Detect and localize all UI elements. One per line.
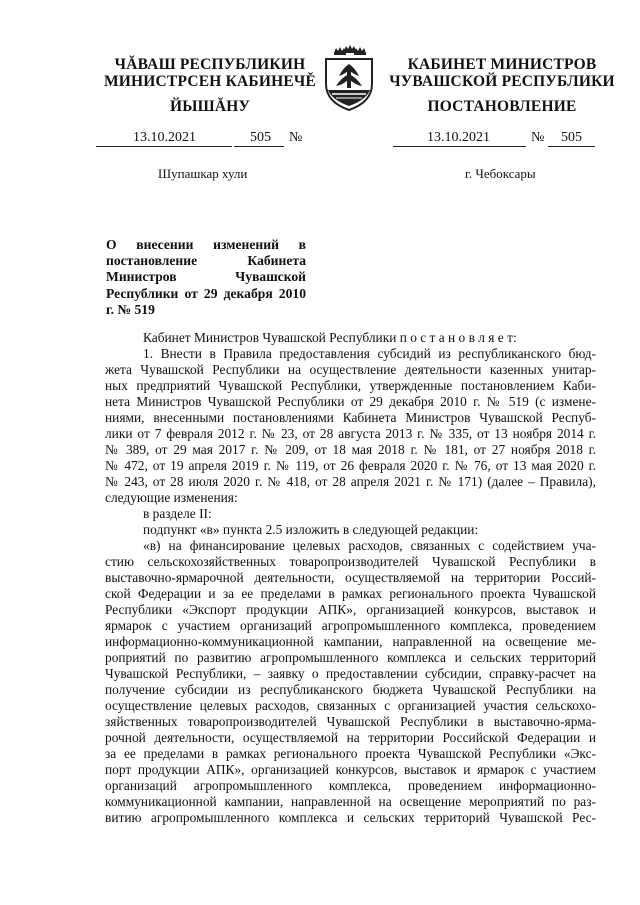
body-line: витию агропромышленного комплекса и сельских территорий Чувашской Рес- [105,810,596,825]
body-line: выставочно-ярмарочной деятельности, осуществляемой на территории Россий- [105,570,596,585]
left-number: 505 [250,130,271,145]
body-line: следующие изменения: [105,490,238,505]
right-header-line1: КАБИНЕТ МИНИСТРОВ [407,56,597,73]
right-date-underline [393,146,526,147]
body-line: зяйственных товаропроизводителей Чувашской Республики в выставочно-ярма- [105,714,596,729]
left-header-line2: МИНИСТРСЕН КАБИНЕЧĚ [103,73,317,90]
body-line: жета Чувашской Республики на осуществление деятельности казенных унитар- [105,362,596,377]
body-line: Чувашской Республики, – заявку о предоставлении субсидии, справку-расчет на [105,666,596,681]
right-header-title [388,56,616,90]
left-date: 13.10.2021 [133,130,196,145]
right-city: г. Чебоксары [465,166,536,181]
body-line: «в) на финансирование целевых расходов, связанных с содействием уча- [143,538,596,553]
chuvash-emblem-icon [318,44,380,114]
body-line: 1. Внести в Правила предоставления субсидий из республиканского бюд- [143,346,596,361]
body-line: стию сельскохозяйственных товаропроизводителей Чувашской Республики в [105,554,596,569]
left-number-sign: № [289,130,303,145]
right-date: 13.10.2021 [427,130,490,145]
left-header-line1: ЧĂВАШ РЕСПУБЛИКИН [114,56,306,73]
document-subject: О внесении изменений в постановление Кабинета Министров Чувашской Республики от 29 декабря 2010 г. № 519 [106,237,306,317]
body-line: в разделе II: [143,506,212,521]
body-line: лики от 7 февраля 2012 г. № 23, от 28 августа 2013 г. № 335, от 13 ноября 2014 г. [105,426,596,441]
body-line: ных предприятий Чувашской Республики, утвержденные постановлением Каби- [105,378,596,393]
right-doc-type: ПОСТАНОВЛЕНИЕ [427,98,577,115]
body-line: за ее пределами в рамках регионального проекта Чувашской Республики «Экс- [105,746,596,761]
left-date-underline [96,146,232,147]
right-number-sign: № [531,130,545,145]
body-line: Республики «Экспорт продукции АПК», организацией конкурсов, выставок и [105,602,596,617]
body-line: ниями, внесенными постановлениями Кабинета Министров Чувашской Респуб- [105,410,596,425]
body-line: нета Министров Чувашской Республики от 29 декабря 2010 г. № 519 (с измене- [105,394,596,409]
left-header-title [95,56,325,90]
body-line: ской Федерации и за ее пределами в рамках регионального проекта Чувашской [105,586,596,601]
body-line: рочной деятельности, осуществляемой на территории Российской Федерации и [105,730,596,745]
left-doc-type: ЙЫШĂНУ [169,98,251,115]
body-line: ярмарок с участием организаций агропромышленного комплекса, проведением [105,618,596,633]
body-line: Кабинет Министров Чувашской Республики п о с т а н о в л я е т: [143,330,517,345]
body-line: № 389, от 29 мая 2017 г. № 209, от 18 мая 2018 г. № 181, от 27 ноября 2018 г. [105,442,596,457]
left-number-underline [234,146,284,147]
body-line: получение субсидии из республиканского бюджета Чувашской Республики на [105,682,596,697]
body-line: роприятий по развитию агропромышленного комплекса и сельских территорий [105,650,596,665]
body-line: коммуникационной кампании, направленной на освещение мероприятий по раз- [105,794,596,809]
right-header-line2: ЧУВАШСКОЙ РЕСПУБЛИКИ [389,73,615,90]
body-line: порт продукции АПК», организацией конкурсов, выставок и ярмарок с участием [105,762,596,777]
body-line: организаций агропромышленного комплекса, проведением информационно- [105,778,596,793]
body-line: осуществление целевых расходов, связанных с организацией участия сельскохо- [105,698,596,713]
body-line: № 472, от 19 апреля 2019 г. № 119, от 26 февраля 2020 г. № 76, от 13 мая 2020 г. [105,458,596,473]
right-number: 505 [561,130,582,145]
right-number-underline [548,146,595,147]
left-city: Шупашкар хули [158,166,248,181]
body-line: № 243, от 28 июля 2020 г. № 418, от 28 апреля 2021 г. № 171) (далее – Правила), [105,474,596,489]
body-line: информационно-коммуникационной кампании, направленной на освещение ме- [105,634,596,649]
body-line: подпункт «в» пункта 2.5 изложить в следующей редакции: [143,522,479,537]
